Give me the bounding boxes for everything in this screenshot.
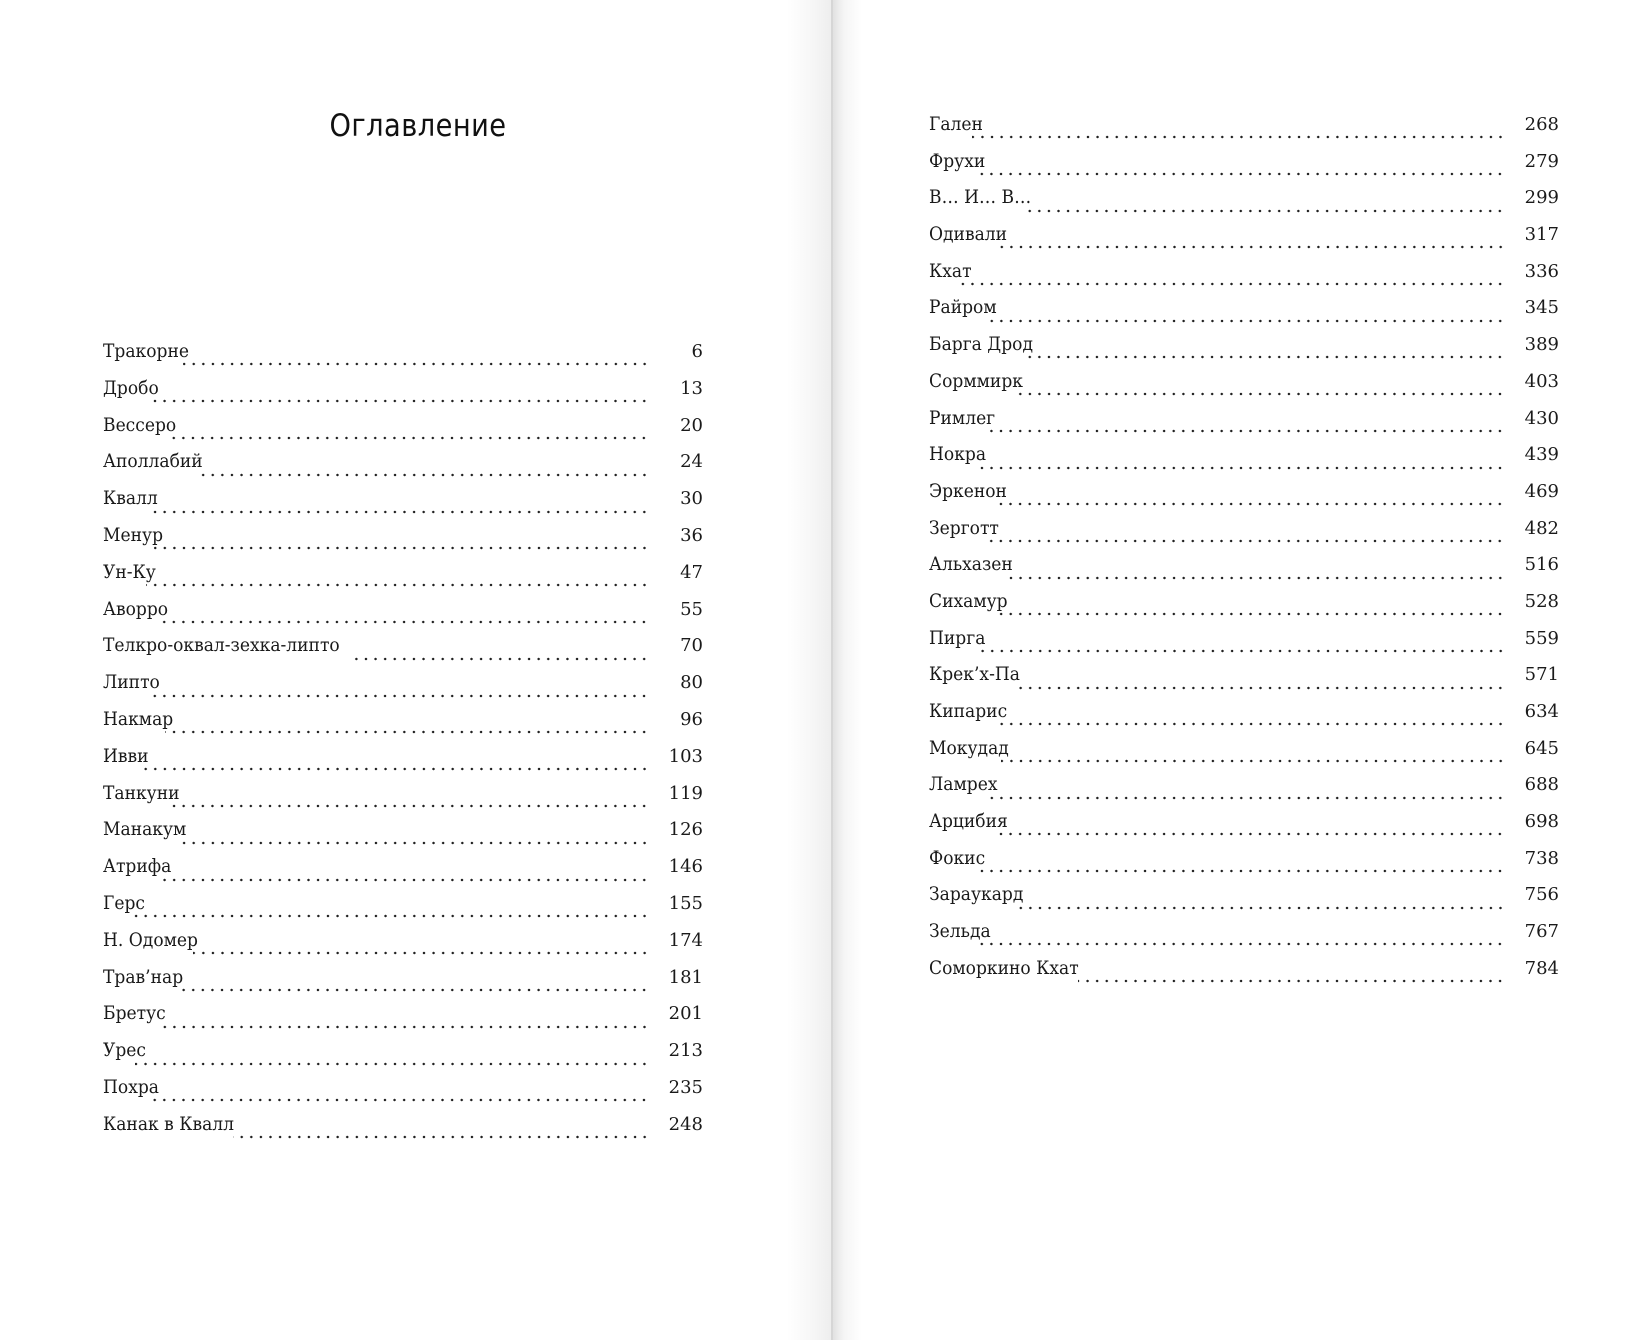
dot-leader bbox=[980, 942, 1505, 946]
toc-entry-title: Урес bbox=[103, 1039, 147, 1062]
toc-entry[interactable] bbox=[929, 223, 1559, 260]
dot-leader bbox=[985, 429, 1505, 433]
dot-leader bbox=[959, 282, 1505, 286]
dot-leader bbox=[168, 436, 649, 440]
toc-entry-title: Зерготт bbox=[929, 516, 999, 539]
toc-entry-page-number: 70 bbox=[680, 635, 703, 657]
toc-entry[interactable] bbox=[103, 818, 703, 855]
toc-entry-page-number: 336 bbox=[1524, 260, 1559, 282]
toc-entry-page-number: 126 bbox=[668, 819, 703, 841]
dot-leader bbox=[165, 730, 649, 734]
toc-entry-page-number: 403 bbox=[1524, 370, 1559, 392]
toc-entry-title: Сорммирк bbox=[929, 369, 1023, 392]
toc-entry-title: Квалл bbox=[103, 487, 158, 510]
toc-entry-title: Липто bbox=[103, 671, 160, 694]
toc-entry-page-number: 784 bbox=[1524, 957, 1559, 979]
toc-entry[interactable] bbox=[929, 370, 1559, 407]
dot-leader bbox=[975, 466, 1505, 470]
toc-entry-page-number: 756 bbox=[1524, 884, 1559, 906]
toc-entry-page-number: 20 bbox=[680, 414, 703, 436]
toc-entry[interactable] bbox=[929, 260, 1559, 297]
toc-entry-title: Пирга bbox=[929, 626, 986, 649]
dot-leader bbox=[134, 914, 649, 918]
toc-list-left bbox=[103, 340, 703, 1150]
toc-entry-title: Похра bbox=[103, 1075, 159, 1098]
toc-entry-page-number: 47 bbox=[680, 561, 703, 583]
toc-entry-page-number: 30 bbox=[680, 488, 703, 510]
dot-leader bbox=[1078, 979, 1505, 983]
toc-entry-page-number: 55 bbox=[680, 598, 703, 620]
toc-entry-title: Зараукард bbox=[929, 883, 1024, 906]
toc-entry-title: Соморкино Кхат bbox=[929, 956, 1079, 979]
toc-entry-title: Фокис bbox=[929, 846, 986, 869]
dot-leader bbox=[988, 796, 1505, 800]
toc-entry[interactable] bbox=[103, 929, 703, 966]
toc-entry-page-number: 213 bbox=[668, 1040, 703, 1062]
toc-entry[interactable] bbox=[929, 553, 1559, 590]
toc-entry-title: Крек’х-Па bbox=[929, 663, 1020, 686]
toc-entry[interactable] bbox=[103, 892, 703, 929]
dot-leader bbox=[180, 841, 649, 845]
toc-entry[interactable] bbox=[103, 450, 703, 487]
toc-entry[interactable] bbox=[929, 737, 1559, 774]
toc-entry-page-number: 645 bbox=[1524, 737, 1559, 759]
toc-entry-title: Ивви bbox=[103, 744, 149, 767]
toc-entry[interactable] bbox=[929, 810, 1559, 847]
dot-leader bbox=[149, 1098, 649, 1102]
toc-entry-page-number: 469 bbox=[1524, 480, 1559, 502]
toc-entry[interactable] bbox=[103, 1076, 703, 1113]
dot-leader bbox=[1025, 209, 1505, 213]
toc-entry-title: Дробо bbox=[103, 376, 159, 399]
toc-entry[interactable] bbox=[103, 708, 703, 745]
toc-entry[interactable] bbox=[103, 524, 703, 561]
dot-leader bbox=[135, 1062, 649, 1066]
toc-entry-page-number: 103 bbox=[668, 745, 703, 767]
dot-leader bbox=[193, 951, 649, 955]
dot-leader bbox=[150, 694, 649, 698]
dot-leader bbox=[999, 832, 1505, 836]
toc-entry-title: Н. Одомер bbox=[103, 928, 199, 951]
dot-leader bbox=[138, 767, 649, 771]
toc-list-right bbox=[929, 113, 1559, 994]
toc-entry[interactable] bbox=[103, 1039, 703, 1076]
dot-leader bbox=[987, 319, 1505, 323]
toc-entry-page-number: 36 bbox=[680, 524, 703, 546]
toc-entry-page-number: 528 bbox=[1524, 590, 1559, 612]
toc-entry-page-number: 634 bbox=[1524, 701, 1559, 722]
dot-leader bbox=[972, 135, 1505, 139]
toc-entry-title: Герс bbox=[103, 891, 145, 914]
toc-entry-page-number: 201 bbox=[668, 1003, 703, 1025]
dot-leader bbox=[154, 546, 649, 550]
dot-leader bbox=[176, 988, 649, 992]
toc-entry-title: Райром bbox=[929, 296, 997, 319]
toc-entry[interactable] bbox=[929, 627, 1559, 664]
toc-entry[interactable] bbox=[103, 1002, 703, 1039]
toc-entry[interactable] bbox=[929, 443, 1559, 480]
toc-entry-title: Эркенон bbox=[929, 479, 1007, 502]
toc-entry-page-number: 235 bbox=[668, 1076, 703, 1098]
dot-leader bbox=[157, 1025, 649, 1029]
toc-entry[interactable] bbox=[103, 671, 703, 708]
toc-entry[interactable] bbox=[929, 333, 1559, 370]
toc-entry-page-number: 482 bbox=[1524, 517, 1559, 539]
toc-entry[interactable] bbox=[929, 113, 1559, 150]
toc-entry-page-number: 430 bbox=[1524, 407, 1559, 429]
toc-entry-page-number: 119 bbox=[668, 782, 703, 804]
toc-entry-page-number: 345 bbox=[1524, 297, 1559, 319]
toc-entry[interactable] bbox=[103, 414, 703, 451]
toc-entry-page-number: 516 bbox=[1524, 554, 1559, 576]
toc-entry-page-number: 6 bbox=[691, 341, 703, 362]
dot-leader bbox=[1016, 392, 1505, 396]
dot-leader bbox=[974, 172, 1505, 176]
toc-entry-page-number: 13 bbox=[680, 377, 703, 399]
dot-leader bbox=[233, 1135, 649, 1139]
dot-leader bbox=[146, 583, 649, 587]
right-page-gutter-shadow bbox=[832, 0, 862, 1340]
toc-entry-page-number: 174 bbox=[668, 929, 703, 951]
toc-entry-page-number: 317 bbox=[1524, 224, 1559, 246]
toc-entry-title: Танкуни bbox=[103, 781, 180, 804]
toc-entry-page-number: 559 bbox=[1524, 627, 1559, 649]
toc-entry-page-number: 299 bbox=[1524, 187, 1559, 209]
dot-leader bbox=[149, 399, 649, 403]
dot-leader bbox=[998, 502, 1505, 506]
toc-entry-page-number: 268 bbox=[1524, 114, 1559, 135]
toc-entry-page-number: 738 bbox=[1524, 847, 1559, 869]
toc-entry-page-number: 155 bbox=[668, 892, 703, 914]
toc-entry-title: Гален bbox=[929, 113, 983, 135]
toc-entry-title: Римлег bbox=[929, 406, 996, 429]
toc-entry-page-number: 181 bbox=[668, 966, 703, 988]
toc-entry-title: Барга Дрод bbox=[929, 333, 1033, 356]
dot-leader bbox=[989, 539, 1505, 543]
toc-entry[interactable] bbox=[929, 773, 1559, 810]
toc-entry[interactable] bbox=[929, 407, 1559, 444]
toc-entry[interactable] bbox=[103, 340, 703, 377]
toc-entry-page-number: 571 bbox=[1524, 664, 1559, 686]
dot-leader bbox=[1013, 686, 1505, 690]
dot-leader bbox=[1005, 576, 1505, 580]
dot-leader bbox=[999, 722, 1505, 726]
toc-entry-title: Зельда bbox=[929, 920, 991, 943]
toc-entry[interactable] bbox=[929, 186, 1559, 223]
toc-entry[interactable] bbox=[103, 487, 703, 524]
toc-entry[interactable] bbox=[103, 377, 703, 414]
toc-entry-page-number: 24 bbox=[680, 451, 703, 473]
dot-leader bbox=[999, 612, 1505, 616]
toc-entry-title: Одивали bbox=[929, 223, 1008, 246]
toc-entry[interactable] bbox=[929, 920, 1559, 957]
toc-entry[interactable] bbox=[929, 590, 1559, 627]
book-fold bbox=[831, 0, 833, 1340]
toc-entry-title: Ун-Ку bbox=[103, 560, 156, 583]
toc-entry-title: Накмар bbox=[103, 707, 174, 730]
toc-title: Оглавление bbox=[329, 108, 507, 144]
toc-entry[interactable] bbox=[103, 1113, 703, 1150]
toc-entry[interactable] bbox=[103, 561, 703, 598]
toc-entry-page-number: 439 bbox=[1524, 444, 1559, 466]
toc-entry-title: Арцибия bbox=[929, 810, 1008, 833]
toc-entry[interactable] bbox=[103, 782, 703, 819]
toc-entry-title: Бретус bbox=[103, 1002, 166, 1025]
toc-entry[interactable] bbox=[103, 598, 703, 635]
toc-entry[interactable] bbox=[929, 957, 1559, 994]
toc-entry-title: Телкро-оквал-зехка-липто bbox=[103, 634, 340, 657]
toc-entry[interactable] bbox=[929, 480, 1559, 517]
toc-entry-title: Вессеро bbox=[103, 413, 177, 436]
toc-entry[interactable] bbox=[103, 745, 703, 782]
dot-leader bbox=[1001, 759, 1506, 763]
toc-entry-title: Канак в Квалл bbox=[103, 1112, 234, 1135]
dot-leader bbox=[1027, 355, 1505, 359]
right-page bbox=[832, 0, 1652, 1340]
dot-leader bbox=[350, 657, 649, 661]
toc-entry[interactable] bbox=[929, 847, 1559, 884]
toc-entry[interactable] bbox=[929, 517, 1559, 554]
toc-entry[interactable] bbox=[929, 883, 1559, 920]
toc-entry-title: Аполлабий bbox=[103, 450, 203, 473]
toc-entry[interactable] bbox=[929, 150, 1559, 187]
dot-leader bbox=[198, 473, 649, 477]
dot-leader bbox=[999, 245, 1505, 249]
toc-entry-title: Кипарис bbox=[929, 700, 1008, 722]
toc-entry-page-number: 146 bbox=[668, 856, 703, 878]
toc-entry-title: Фрухи bbox=[929, 149, 986, 172]
dot-leader bbox=[975, 649, 1506, 653]
toc-entry-title: Тракорне bbox=[103, 340, 190, 362]
toc-entry-title: Менур bbox=[103, 523, 164, 546]
left-page-gutter-shadow bbox=[786, 0, 832, 1340]
toc-entry-title: Кхат bbox=[929, 259, 972, 282]
toc-entry-title: Ламрех bbox=[929, 773, 998, 796]
toc-entry-title: Альхазен bbox=[929, 553, 1013, 576]
toc-entry-title: Мокудад bbox=[929, 736, 1009, 759]
toc-entry-title: Атрифа bbox=[103, 855, 172, 878]
dot-leader bbox=[974, 869, 1505, 873]
toc-entry[interactable] bbox=[103, 855, 703, 892]
toc-entry-page-number: 688 bbox=[1524, 774, 1559, 796]
dot-leader bbox=[159, 620, 649, 624]
dot-leader bbox=[148, 510, 649, 514]
dot-leader bbox=[163, 878, 649, 882]
toc-entry[interactable] bbox=[929, 700, 1559, 737]
toc-entry-page-number: 698 bbox=[1524, 811, 1559, 833]
toc-entry-title: В… И… В… bbox=[929, 186, 1032, 209]
toc-entry[interactable] bbox=[929, 663, 1559, 700]
toc-entry[interactable] bbox=[103, 634, 703, 671]
toc-entry-page-number: 96 bbox=[680, 708, 703, 730]
toc-entry-page-number: 767 bbox=[1524, 921, 1559, 943]
toc-entry-page-number: 80 bbox=[680, 672, 703, 694]
toc-entry[interactable] bbox=[103, 966, 703, 1003]
toc-entry-title: Трав’нар bbox=[103, 965, 184, 988]
toc-entry-page-number: 248 bbox=[668, 1113, 703, 1135]
toc-entry-title: Аворро bbox=[103, 597, 169, 620]
dot-leader bbox=[1017, 906, 1505, 910]
toc-entry-page-number: 279 bbox=[1524, 150, 1559, 172]
dot-leader bbox=[172, 804, 649, 808]
toc-entry-page-number: 389 bbox=[1524, 334, 1559, 356]
toc-entry-title: Манакум bbox=[103, 818, 187, 841]
toc-entry-title: Сихамур bbox=[929, 589, 1008, 612]
toc-entry-title: Нокра bbox=[929, 443, 987, 466]
dot-leader bbox=[183, 362, 649, 366]
toc-entry[interactable] bbox=[929, 296, 1559, 333]
